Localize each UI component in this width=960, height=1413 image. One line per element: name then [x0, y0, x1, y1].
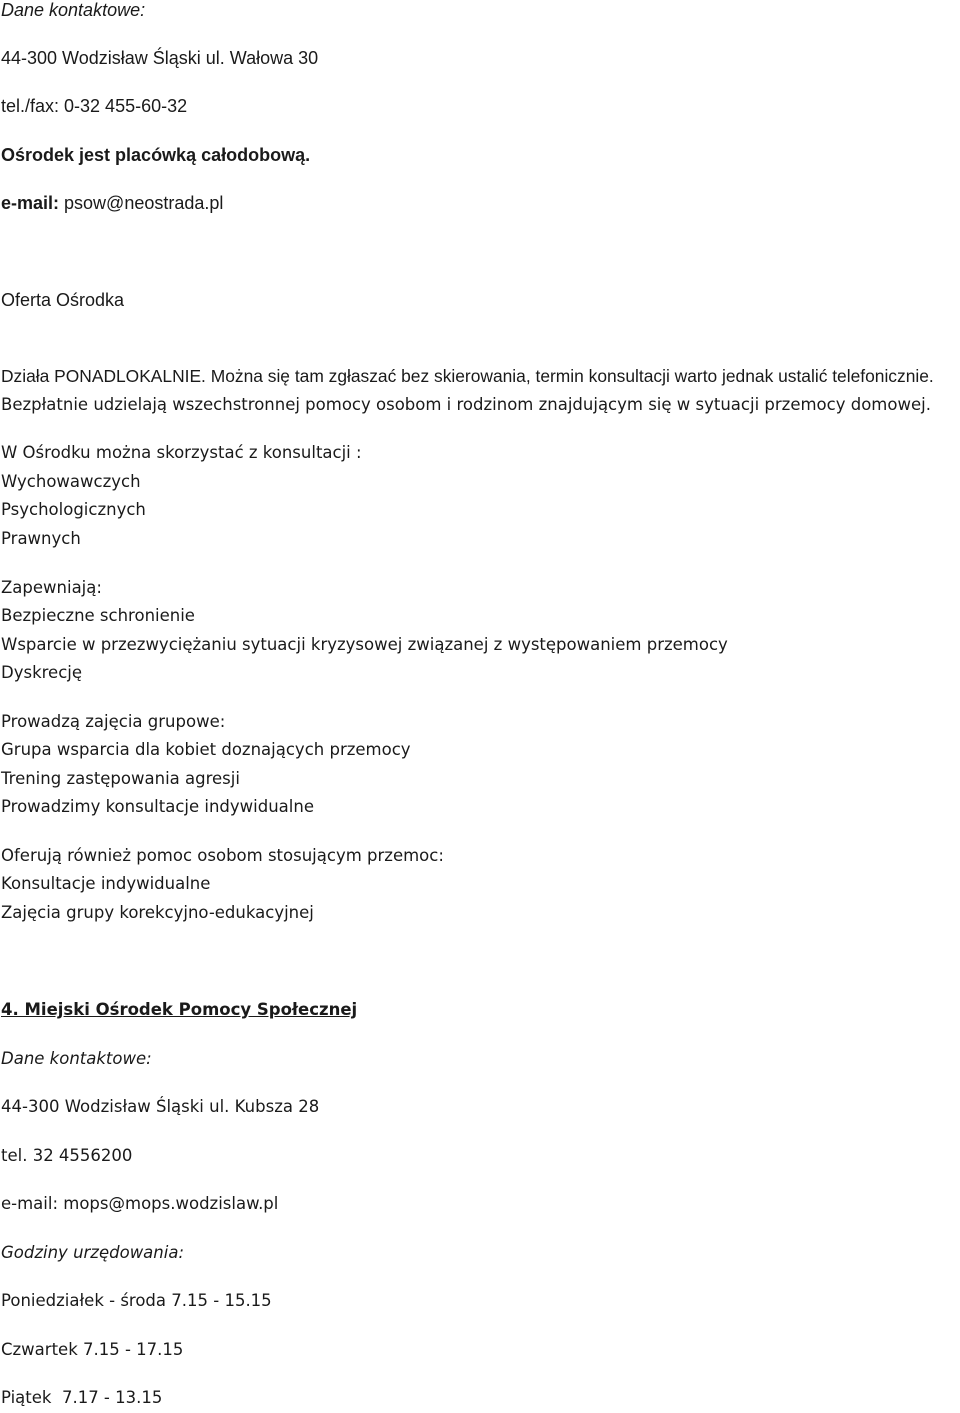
availability-note: Ośrodek jest placówką całodobową. — [1, 145, 311, 165]
list-item: Psychologicznych — [1, 500, 146, 519]
contact-heading: Dane kontaktowe: — [1, 1049, 152, 1068]
offer-title: Oferta Ośrodka — [1, 290, 125, 310]
section-4-title[interactable]: 4. Miejski Ośrodek Pomocy Społecznej — [1, 1000, 358, 1019]
email[interactable]: e-mail: mops@mops.wodzislaw.pl — [1, 1194, 279, 1213]
list-item: Trening zastępowania agresji — [1, 769, 240, 788]
email-row — [1, 194, 223, 212]
address: 44-300 Wodzisław Śląski ul. Wałowa 30 — [1, 48, 319, 68]
list-item: Wsparcie w przezwyciężaniu sytuacji kryzysowej związanej z występowaniem przemocy — [1, 635, 728, 654]
office-hours-heading: Godziny urzędowania: — [1, 1243, 185, 1262]
list-item: Bezpieczne schronienie — [1, 606, 195, 625]
provide-intro: Zapewniają: — [1, 578, 102, 597]
list-item: Prowadzimy konsultacje indywidualne — [1, 797, 314, 816]
consultations-intro: W Ośrodku można skorzystać z konsultacji : — [1, 443, 362, 462]
description-line-2: Bezpłatnie udzielają wszechstronnej pomocy osobom i rodzinom znajdującym się w sytuacji przemocy domowej. — [1, 395, 931, 414]
phone: tel./fax: 0-32 455-60-32 — [1, 96, 188, 116]
contact-heading: Dane kontaktowe: — [1, 0, 146, 20]
list-item: Prawnych — [1, 529, 81, 548]
hours-row: Czwartek 7.15 - 17.15 — [1, 1340, 184, 1359]
hours-row: Piątek 7.17 - 13.15 — [1, 1388, 163, 1407]
address: 44-300 Wodzisław Śląski ul. Kubsza 28 — [1, 1097, 320, 1116]
list-item: Wychowawczych — [1, 472, 141, 491]
groups-intro: Prowadzą zajęcia grupowe: — [1, 712, 226, 731]
list-item: Grupa wsparcia dla kobiet doznających przemocy — [1, 740, 411, 759]
phone: tel. 32 4556200 — [1, 1146, 133, 1165]
list-item: Dyskrecję — [1, 663, 83, 682]
perpetrators-intro: Oferują również pomoc osobom stosującym przemoc: — [1, 846, 444, 865]
description-line-1: Działa PONADLOKALNIE. Można się tam zgłaszać bez skierowania, termin konsultacji warto jednak ustalić telefonicznie. — [1, 366, 934, 386]
list-item: Konsultacje indywidualne — [1, 874, 211, 893]
email-value[interactable]: psow@neostrada.pl — [59, 193, 224, 213]
hours-row: Poniedziałek - środa 7.15 - 15.15 — [1, 1291, 272, 1310]
email-label: e-mail: — [1, 193, 60, 213]
list-item: Zajęcia grupy korekcyjno-edukacyjnej — [1, 903, 314, 922]
